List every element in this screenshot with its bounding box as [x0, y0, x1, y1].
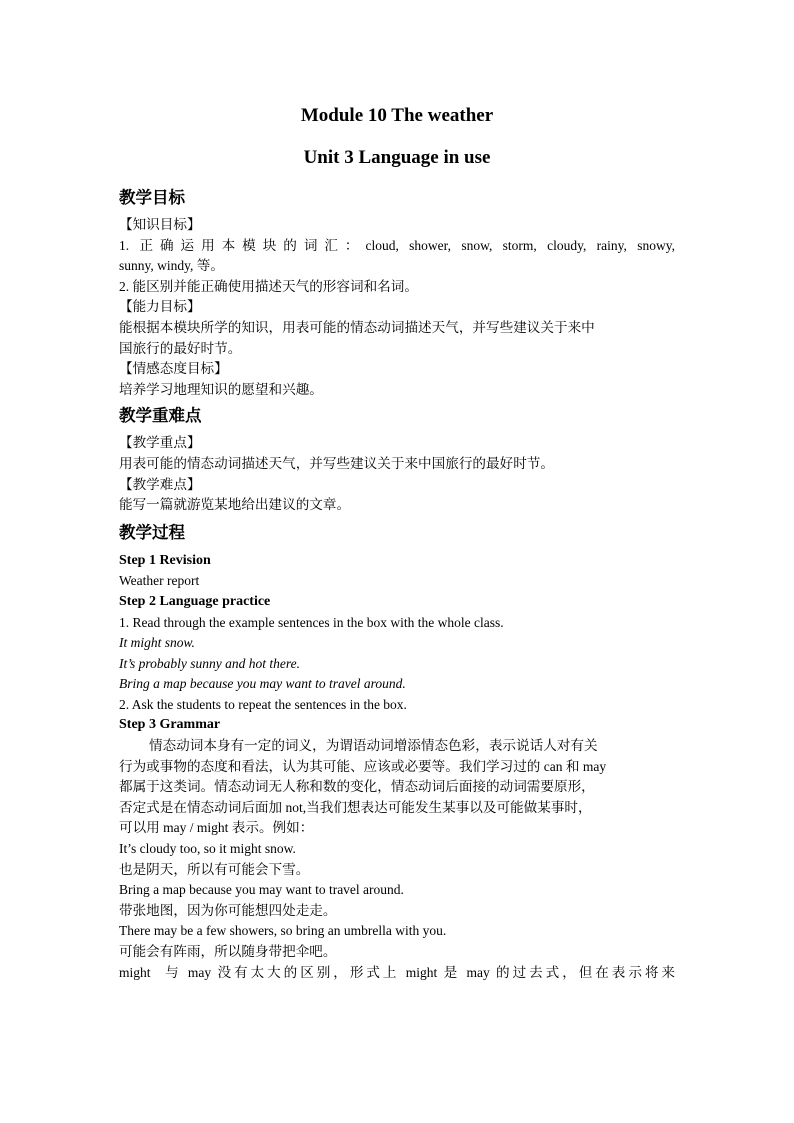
difficult-point-line-1: 能写一篇就游览某地给出建议的文章。: [119, 497, 351, 514]
grammar-text: 与: [165, 964, 182, 981]
module-title: Module 10 The weather: [300, 105, 494, 126]
grammar-text: 当我们想表达可能发生某事以及可能做某事时，: [306, 799, 592, 816]
keyword-may: may: [181, 964, 218, 980]
section-heading-objectives: 教学目标: [119, 188, 185, 207]
example-sentence-3: Bring a map because you may want to travel around.: [119, 676, 406, 692]
grammar-example-3-en: There may be a few showers, so bring an umbrella with you.: [119, 923, 447, 939]
grammar-paragraph-line-1: [119, 736, 675, 757]
step-1-title: Step 1 Revision: [119, 552, 211, 568]
grammar-paragraph-line-4: [119, 798, 675, 819]
grammar-text: 的过去式，但在表示将来: [496, 964, 676, 981]
grammar-text: 没有太大的区别，形式上: [217, 964, 400, 981]
grammar-text: 和: [565, 758, 580, 775]
step-1-text: Weather report: [119, 573, 200, 589]
step-3-title: Step 3 Grammar: [119, 717, 221, 733]
emotion-goal-label: 【情感态度目标】: [119, 361, 228, 378]
knowledge-goal-item-1-cont: [119, 256, 675, 277]
keyword-might: might: [399, 964, 444, 980]
unit-title: Unit 3 Language in use: [303, 147, 491, 168]
keyword-may: may: [579, 758, 607, 774]
knowledge-goal-label: 【知识目标】: [119, 217, 201, 233]
grammar-example-2-zh: 带张地图，因为你可能想四处走走。: [119, 902, 337, 919]
item-text: 正确运用本模块的词汇：: [139, 237, 366, 254]
keyword-not: not,: [282, 799, 307, 815]
grammar-text: 都属于这类词。情态动词无人称和数的变化，情态动词后面接的动词需要原形，: [119, 779, 595, 796]
grammar-text: 是: [443, 964, 461, 981]
key-point-label: 【教学重点】: [119, 435, 201, 452]
grammar-text: 情态动词本身有一定的词义，为谓语动词增添情态色彩，表示说话人对有关: [149, 738, 598, 755]
step-2-item-1: 1. Read through the example sentences in the box with the whole class.: [119, 614, 504, 630]
item-number: 1.: [119, 237, 140, 253]
grammar-paragraph-line-2: [119, 757, 675, 778]
vocabulary-list-cont: sunny, windy,: [119, 258, 197, 274]
example-sentence-1: It might snow.: [119, 635, 195, 651]
ability-goal-line-1: 能根据本模块所学的知识，用表可能的情态动词描述天气，并写些建议关于来中: [119, 319, 595, 336]
keyword-may: may: [460, 964, 497, 980]
grammar-last-line: [119, 963, 675, 984]
ability-goal-line-2: 国旅行的最好时节。: [119, 340, 242, 357]
grammar-example-1-zh: 也是阴天，所以有可能会下雪。: [119, 861, 310, 878]
key-point-line-1: 用表可能的情态动词描述天气，并写些建议关于来中国旅行的最好时节。: [119, 455, 554, 472]
example-sentence-2: It’s probably sunny and hot there.: [119, 655, 300, 671]
item-text: 能区别并能正确使用描述天气的形容词和名词。: [132, 278, 418, 295]
item-text-end: 等。: [196, 258, 224, 275]
keyword-might: might: [119, 964, 151, 980]
grammar-example-1-en: It’s cloudy too, so it might snow.: [119, 841, 296, 857]
grammar-example-3-zh: 可能会有阵雨，所以随身带把伞吧。: [119, 944, 337, 960]
section-heading-process: 教学过程: [119, 522, 185, 542]
grammar-paragraph-line-3: [119, 777, 675, 798]
keyword-can: can: [540, 758, 566, 774]
difficult-point-label: 【教学难点】: [119, 476, 201, 493]
item-number: 2.: [119, 278, 133, 294]
emotion-goal-line-1: 培养学习地理知识的愿望和兴趣。: [119, 381, 323, 398]
keyword-may-might: may / might: [159, 820, 232, 836]
document-content: [119, 100, 675, 983]
section-heading-key-points: 教学重难点: [119, 406, 202, 426]
ability-goal-label: 【能力目标】: [119, 299, 201, 316]
knowledge-goal-item-1: [119, 236, 675, 257]
grammar-text: 行为或事物的态度和看法，认为其可能、应该或必要等。我们学习过的: [119, 758, 541, 775]
step-2-title: Step 2 Language practice: [119, 593, 271, 609]
grammar-paragraph-line-5: [119, 818, 675, 839]
grammar-text: 否定式是在情态动词后面加: [119, 799, 283, 816]
step-2-item-2: 2. Ask the students to repeat the sentences in the box.: [119, 696, 407, 712]
grammar-text: 表示。例如：: [231, 820, 314, 837]
vocabulary-list: cloud, shower, snow, storm, cloudy, rainy, snowy,: [365, 237, 675, 253]
grammar-text: 可以用: [119, 820, 160, 837]
knowledge-goal-item-2: [119, 277, 675, 298]
grammar-example-2-en: Bring a map because you may want to travel around.: [119, 882, 404, 898]
